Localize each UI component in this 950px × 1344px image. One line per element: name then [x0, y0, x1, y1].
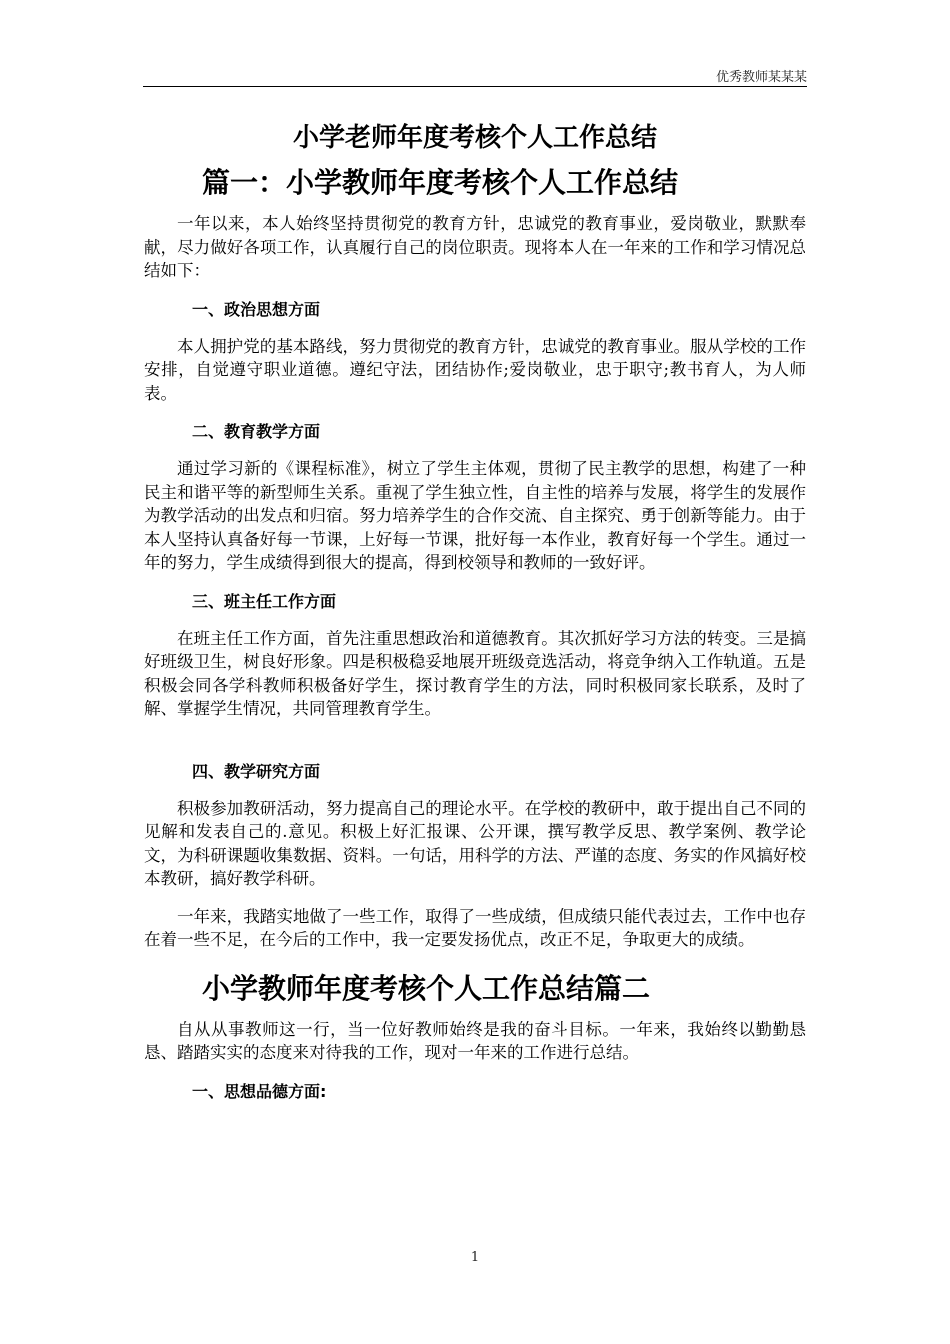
part2-intro: 自从从事教师这一行，当一位好教师始终是我的奋斗目标。一年来，我始终以勤勤恳恳、踏踏实实的态度来对待我的工作，现对一年来的工作进行总结。: [144, 1019, 806, 1062]
section-paragraph: 积极参加教研活动，努力提高自己的理论水平。在学校的教研中，敢于提出自己不同的见解和发表自己的.意见。积极上好汇报课、公开课，撰写教学反思、教学案例、教学论文，为科研课题收集数据、资料。一句话，用科学的方法、严谨的态度、务实的作风搞好校本教研，搞好教学科研。: [144, 798, 806, 888]
part1-conclusion: 一年来，我踏实地做了一些工作，取得了一些成绩，但成绩只能代表过去，工作中也存在着一些不足，在今后的工作中，我一定要发扬优点，改正不足，争取更大的成绩。: [144, 906, 806, 949]
page-number: 1: [470, 1250, 480, 1265]
section-heading: 四、教学研究方面: [192, 761, 321, 781]
part1-intro: 一年以来，本人始终坚持贯彻党的教育方针，忠诚党的教育事业，爱岗敬业，默默奉献，尽力做好各项工作，认真履行自己的岗位职责。现将本人在一年来的工作和学习情况总结如下：: [144, 214, 806, 280]
section-paragraph: 在班主任工作方面，首先注重思想政治和道德教育。其次抓好学习方法的转变。三是搞好班级卫生，树良好形象。四是积极稳妥地展开班级竞选活动，将竞争纳入工作轨道。五是积极会同各学科教师积极备好学生，探讨教育学生的方法，同时积极同家长联系，及时了解、掌握学生情况，共同管理教育学生。: [144, 628, 806, 718]
section-heading: 二、教育教学方面: [192, 422, 321, 441]
document-body: [144, 116, 806, 1103]
section-paragraph: 通过学习新的《课程标准》，树立了学生主体观，贯彻了民主教学的思想，构建了一种民主和谐平等的新型师生关系。重视了学生独立性，自主性的培养与发展，将学生的发展作为教学活动的出发点和归宿。努力培养学生的合作交流、自主探究、勇于创新等能力。由于本人坚持认真备好每一节课，上好每一节课，批好每一本作业，教育好每一个学生。通过一年的努力，学生成绩得到很大的提高，得到校领导和教师的一致好评。: [144, 459, 806, 572]
section-paragraph: 本人拥护党的基本路线，努力贯彻党的教育方针，忠诚党的教育事业。服从学校的工作安排，自觉遵守职业道德。遵纪守法，团结协作;爱岗敬业，忠于职守;教书育人，为人师表。: [144, 336, 806, 403]
document-title: 小学老师年度考核个人工作总结: [292, 123, 657, 153]
section-heading: 一、政治思想方面: [192, 299, 321, 319]
header-rule: [143, 86, 807, 87]
section-heading: 一、思想品德方面:: [192, 1081, 327, 1101]
part1-heading: 篇一：小学教师年度考核个人工作总结: [202, 166, 679, 199]
section-heading: 三、班主任工作方面: [192, 591, 337, 611]
part2-heading: 小学教师年度考核个人工作总结篇二: [202, 971, 651, 1005]
header-text: 优秀教师某某某: [715, 70, 807, 85]
